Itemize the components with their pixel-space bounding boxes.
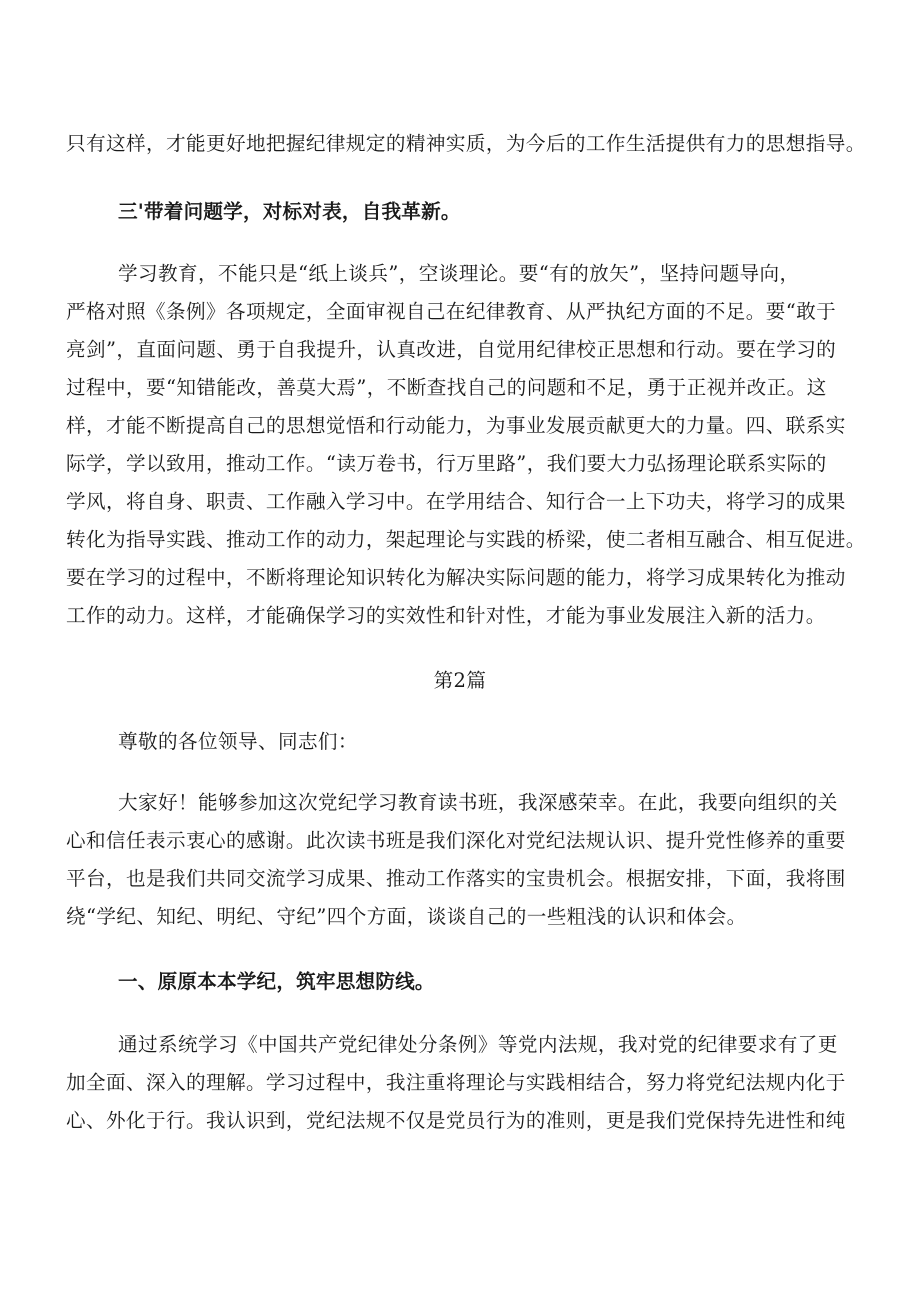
paragraph-line: 严格对照《条例》各项规定，全面审视自己在纪律教育、从严执纪方面的不足。要“敢于 bbox=[66, 300, 837, 323]
paragraph-line: 心和信任表示衷心的感谢。此次读书班是我们深化对党纪法规认识、提升党性修养的重要 bbox=[66, 829, 846, 852]
paragraph-line: 过程中，要“知错能改，善莫大焉”，不断查找自己的问题和不足，勇于正视并改正。这 bbox=[66, 376, 827, 399]
paragraph-line: 绕“学纪、知纪、明纪、守纪”四个方面，谈谈自己的一些粗浅的认识和体会。 bbox=[66, 905, 747, 928]
paragraph-line: 通过系统学习《中国共产党纪律处分条例》等党内法规，我对党的纪律要求有了更 bbox=[118, 1033, 838, 1056]
paragraph-line: 际学，学以致用，推动工作。“读万卷书，行万里路”，我们要大力弘扬理论联系实际的 bbox=[66, 452, 827, 475]
part2-section1-heading: 一、原原本本学纪，筑牢思想防线。 bbox=[118, 970, 435, 993]
section3-heading: 三'带着问题学，对标对表，自我革新。 bbox=[118, 200, 461, 223]
intro-tail-paragraph: 只有这样，才能更好地把握纪律规定的精神实质，为今后的工作生活提供有力的思想指导。 bbox=[66, 132, 866, 155]
paragraph-line: 转化为指导实践、推动工作的动力，架起理论与实践的桥梁，使二者相互融合、相互促进。 bbox=[66, 528, 866, 551]
paragraph-line: 加全面、深入的理解。学习过程中，我注重将理论与实践相结合，努力将党纪法规内化于 bbox=[66, 1071, 846, 1094]
paragraph-line: 学风，将自身、职责、工作融入学习中。在学用结合、知行合一上下功夫，将学习的成果 bbox=[66, 490, 846, 513]
paragraph-line: 样，才能不断提高自己的思想觉悟和行动能力，为事业发展贡献更大的力量。四、联系实 bbox=[66, 414, 846, 437]
part2-title: 第2篇 bbox=[433, 669, 487, 692]
paragraph-line: 学习教育，不能只是“纸上谈兵”，空谈理论。要“有的放矢”，坚持问题导向， bbox=[118, 262, 800, 285]
paragraph-line: 平台，也是我们共同交流学习成果、推动工作落实的宝贵机会。根据安排，下面，我将围 bbox=[66, 867, 846, 890]
paragraph-line: 亮剑”，直面问题、勇于自我提升，认真改进，自觉用纪律校正思想和行动。要在学习的 bbox=[66, 338, 837, 361]
paragraph-line: 工作的动力。这样，才能确保学习的实效性和针对性，才能为事业发展注入新的活力。 bbox=[66, 604, 826, 627]
salutation: 尊敬的各位领导、同志们： bbox=[118, 730, 358, 753]
paragraph-line: 心、外化于行。我认识到，党纪法规不仅是党员行为的准则，更是我们党保持先进性和纯 bbox=[66, 1109, 846, 1132]
paragraph-line: 要在学习的过程中，不断将理论知识转化为解决实际问题的能力，将学习成果转化为推动 bbox=[66, 566, 846, 589]
paragraph-line: 大家好！能够参加这次党纪学习教育读书班，我深感荣幸。在此，我要向组织的关 bbox=[118, 791, 838, 814]
